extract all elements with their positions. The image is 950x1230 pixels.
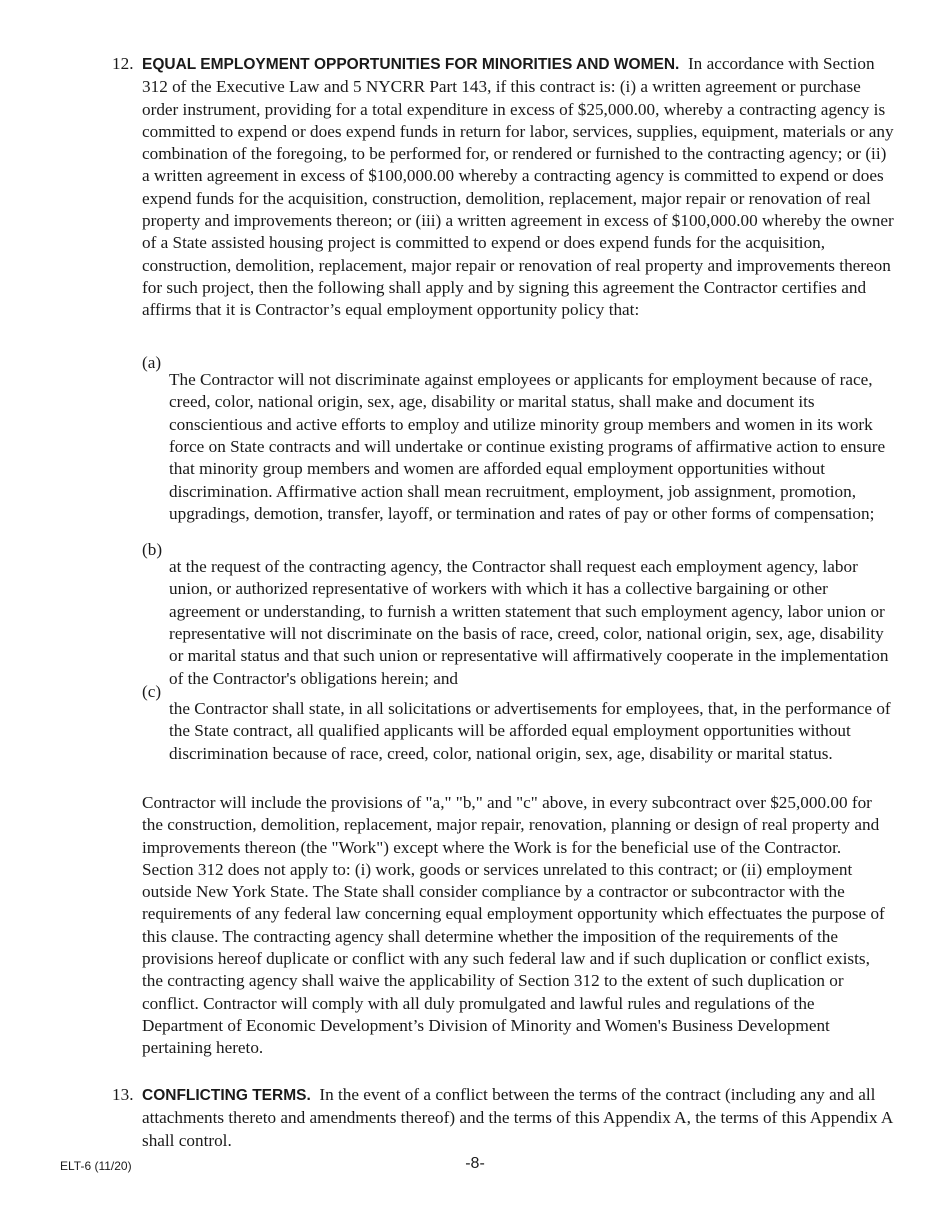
section-12-closing-paragraph	[142, 792, 894, 1060]
section-heading: EQUAL EMPLOYMENT OPPORTUNITIES FOR MINORITIES AND WOMEN.	[142, 56, 680, 73]
subclause-text: The Contractor will not discriminate against employees or applicants for employment because of race, creed, color, national origin, sex, age, disability or marital status, shall make and document its conscientious and active efforts to employ and utilize minority group members and women in its work force on State contracts and will undertake or continue existing programs of affirmative action to ensure that minority group members and women are afforded equal employment opportunities without discrimination. Affirmative action shall mean recruitment, employment, job assignment, promotion, upgradings, demotion, transfer, layoff, or termination and rates of pay or other forms of compensation;	[169, 370, 886, 523]
section-number: 13.	[112, 1085, 134, 1104]
section-body-text: In the event of a conflict between the terms of the contract (including any and all attachments thereto and amendments thereof) and the terms of this Appendix A, the terms of this Appendix A shall control.	[142, 1085, 893, 1150]
form-code: ELT-6 (11/20)	[60, 1159, 132, 1173]
page-number: -8-	[465, 1155, 485, 1172]
closing-text: Contractor will include the provisions of "a," "b," and "c" above, in every subcontract over $25,000.00 for the construction, demolition, replacement, major repair, renovation, planning or design of real property and improvements thereon (the "Work") except where the Work is for the beneficial use of the Contractor. Section 312 does not apply to: (i) work, goods or services unrelated to this contract; or (ii) employment outside New York State. The State shall consider compliance by a contractor or subcontractor with the requirements of any federal law concerning equal employment opportunity which effectuates the purpose of this clause. The contracting agency shall determine whether the imposition of the requirements of the provisions hereof duplicate or conflict with any such federal law and if such duplication or conflict exists, the contracting agency shall waive the applicability of Section 312 to the extent of such duplication or conflict. Contractor will comply with all duly promulgated and lawful rules and regulations of the Department of Economic Development’s Division of Minority and Women's Business Development pertaining hereto.	[142, 793, 885, 1058]
subclause-text: at the request of the contracting agency, the Contractor shall request each employment agency, labor union, or authorized representative of workers with which it has a collective bargaining or other agreement or understanding, to furnish a written statement that such employment agency, labor union or representative will not discriminate on the basis of race, creed, color, national origin, sex, age, disability or marital status and that such union or representative will affirmatively cooperate in the implementation of the Contractor's obligations herein; and	[169, 557, 889, 688]
section-heading: CONFLICTING TERMS.	[142, 1087, 311, 1104]
subclause-label: (b)	[142, 540, 163, 559]
section-12	[112, 53, 894, 322]
section-paragraph	[142, 53, 894, 322]
subclause-a	[142, 352, 894, 542]
subclause-text: the Contractor shall state, in all solicitations or advertisements for employees, that, in the performance of the State contract, all qualified applicants will be afforded equal employment opportunities without discrimination because of race, creed, color, national origin, sex, age, disability or marital status.	[169, 699, 891, 763]
section-paragraph	[142, 1084, 894, 1152]
subclause-label: (c)	[142, 682, 162, 701]
section-13	[112, 1084, 894, 1152]
section-intro-text: In accordance with Section 312 of the Executive Law and 5 NYCRR Part 143, if this contract is: (i) a written agreement or purchase order instrument, providing for a total expenditure in excess of $25,000.00, whereby a contracting agency is committed to expend or does expend funds in return for labor, services, supplies, equipment, materials or any combination of the foregoing, to be performed for, or rendered or furnished to the contracting agency; or (ii) a written agreement in excess of $100,000.00 whereby a contracting agency is committed to expend or does expend funds for the acquisition, construction, demolition, replacement, major repair or renovation of real property and improvements thereon; or (iii) a written agreement in excess of $100,000.00 whereby the owner of a State assisted housing project is committed to expend or does expend funds for the acquisition, construction, demolition, replacement, major repair or renovation of real property and improvements thereon for such project, then the following shall apply and by signing this agreement the Contractor certifies and affirms that it is Contractor’s equal employment opportunity policy that:	[142, 54, 894, 320]
subclause-label: (a)	[142, 353, 162, 372]
section-number: 12.	[112, 54, 134, 73]
subclause-c	[142, 681, 894, 782]
